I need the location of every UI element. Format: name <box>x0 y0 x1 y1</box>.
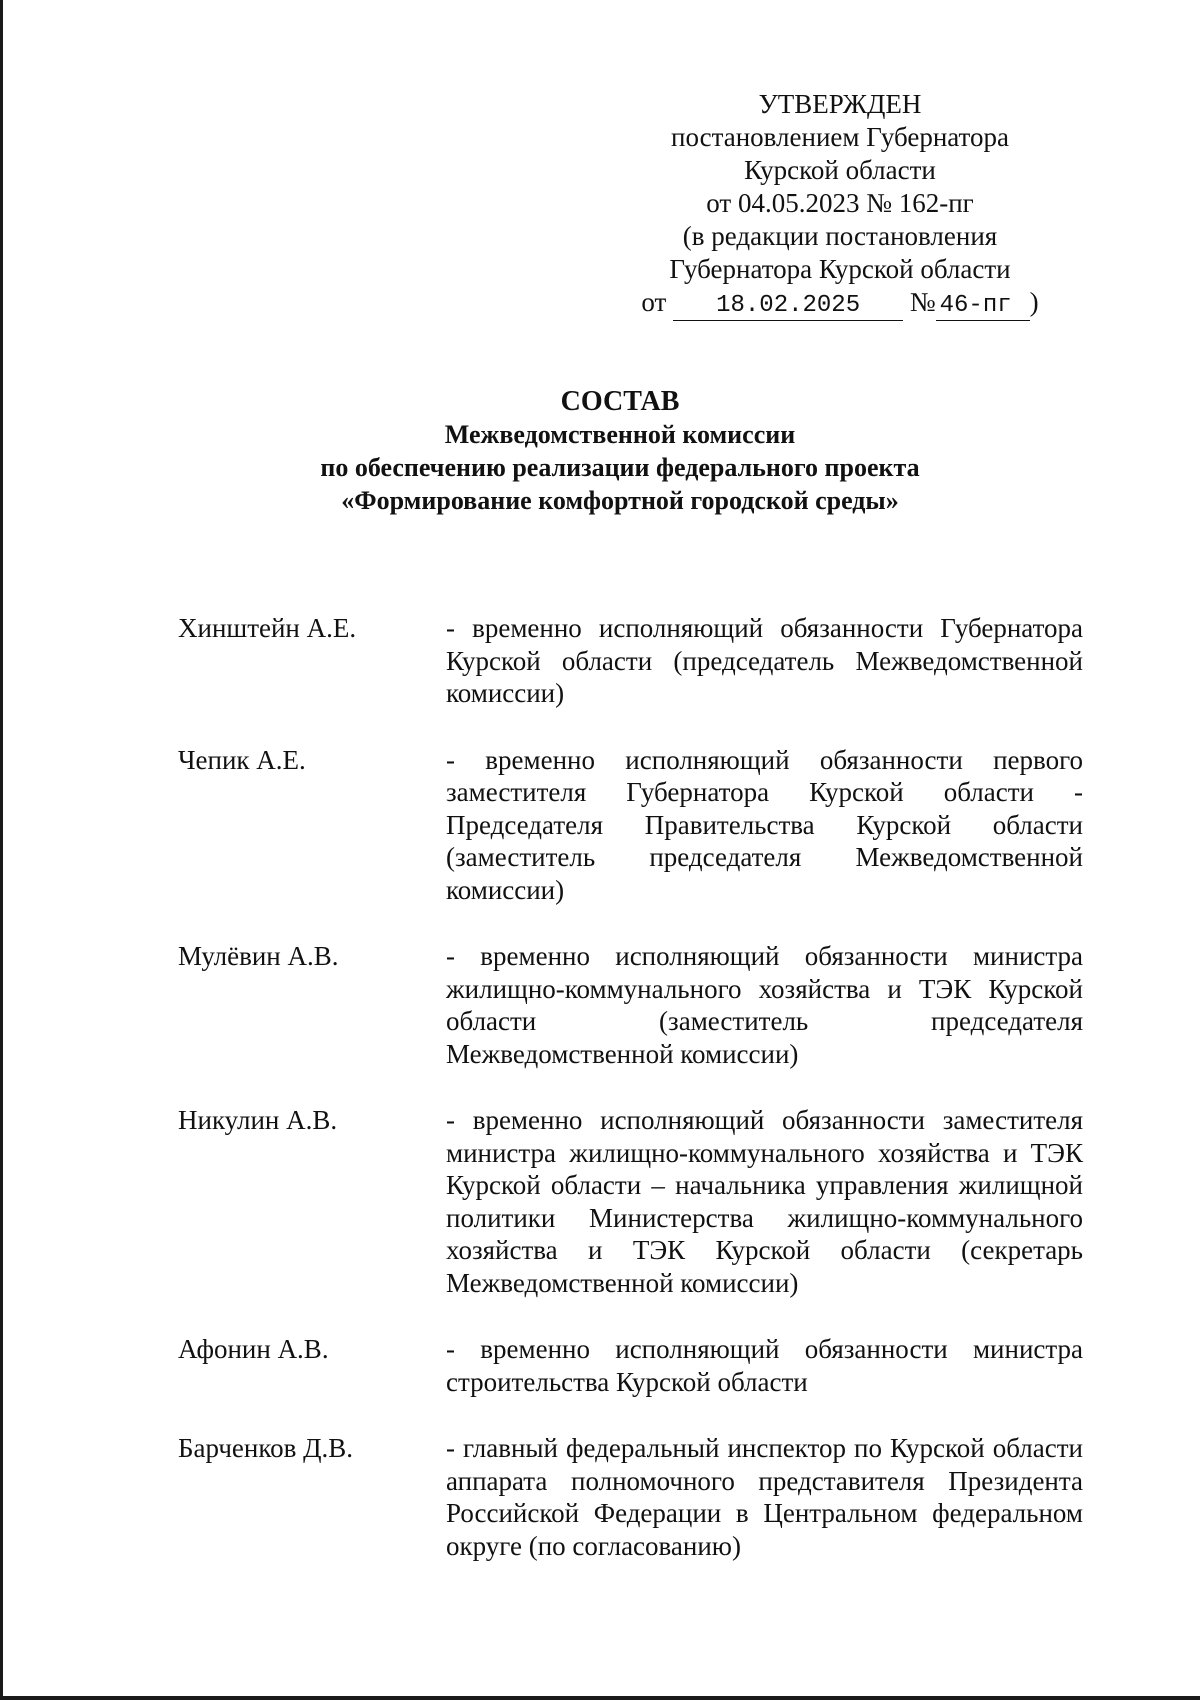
title-line-3: «Формирование комфортной городской среды» <box>341 486 899 515</box>
approval-date-line <box>620 286 1060 321</box>
approval-line-1: постановлением Губернатора <box>671 122 1009 152</box>
member-role: - временно исполняющий обязанности министра строительства Курской области <box>446 1334 1083 1397</box>
member-role: - временно исполняющий обязанности заместителя министра жилищно-коммунального хозяйства и ТЭК Курской области – начальника управления жилищной политики Министерства жилищно-коммунального хозяйства и ТЭК Курской области (секретарь Межведомственной комиссии) <box>446 1105 1083 1298</box>
document-title <box>0 385 1200 517</box>
closing-paren: ) <box>1029 287 1039 317</box>
amendment-date: 18.02.2025 <box>673 292 903 321</box>
member-row <box>178 1333 1083 1398</box>
approval-line-2: Курской области <box>744 155 936 185</box>
approval-line-3: от 04.05.2023 № 162-пг <box>706 188 974 218</box>
scan-edge-left <box>0 0 3 1700</box>
approval-heading: УТВЕРЖДЕН <box>758 89 922 119</box>
number-prefix: № <box>909 287 936 317</box>
member-name: Хинштейн А.Е. <box>178 613 357 643</box>
member-name: Барченков Д.В. <box>178 1433 353 1463</box>
member-role: - главный федеральный инспектор по Курской области аппарата полномочного представителя Президента Российской Федерации в Центральном федеральном округе (по согласованию) <box>446 1433 1083 1561</box>
member-row <box>178 744 1083 907</box>
title-line-1: Межведомственной комиссии <box>444 420 796 449</box>
member-row <box>178 1104 1083 1299</box>
member-name: Чепик А.Е. <box>178 744 306 775</box>
member-row <box>178 612 1083 710</box>
member-name: Афонин А.В. <box>178 1334 329 1364</box>
member-role: - временно исполняющий обязанности Губернатора Курской области (председатель Межведомственной комиссии) <box>446 613 1083 708</box>
date-prefix: от <box>641 287 667 317</box>
title-main: СОСТАВ <box>560 386 680 417</box>
member-name: Мулёвин А.В. <box>178 941 339 971</box>
members-list <box>178 612 1083 1596</box>
member-role: - временно исполняющий обязанности первого заместителя Губернатора Курской области - Председателя Правительства Курской области (заместитель председателя Межведомственной комиссии) <box>446 744 1083 905</box>
approval-line-4: (в редакции постановления <box>682 221 998 251</box>
member-name: Никулин А.В. <box>178 1105 338 1135</box>
title-line-2: по обеспечению реализации федерального проекта <box>320 453 920 482</box>
amendment-number: 46-пг <box>936 292 1030 321</box>
member-row <box>178 1432 1083 1562</box>
member-role: - временно исполняющий обязанности министра жилищно-коммунального хозяйства и ТЭК Курской области (заместитель председателя Межведомственной комиссии) <box>446 941 1083 1069</box>
approval-line-5: Губернатора Курской области <box>669 254 1011 284</box>
member-row <box>178 940 1083 1070</box>
scan-edge-bottom <box>0 1696 1200 1700</box>
approval-block <box>620 88 1060 321</box>
